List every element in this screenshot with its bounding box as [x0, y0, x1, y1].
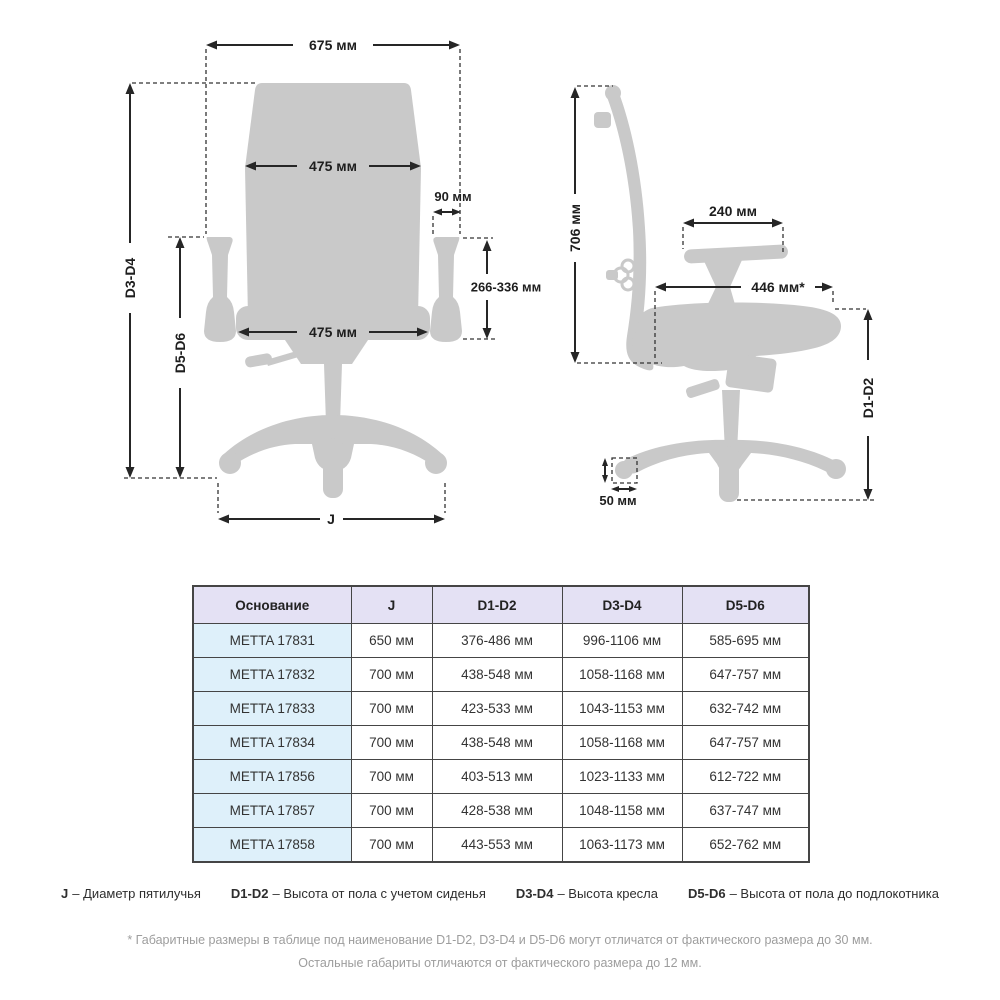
- legend-desc: – Высота от пола с учетом сиденья: [272, 886, 486, 901]
- d1-d2-axis-label: D1-D2: [859, 377, 876, 419]
- cell-d3d4: 1043-1153 мм: [562, 692, 682, 726]
- cell-d1d2: 443-553 мм: [432, 828, 562, 863]
- legend-desc: – Высота кресла: [557, 886, 658, 901]
- legend-item-d5d6: [688, 886, 939, 901]
- caster-right-front: [425, 452, 447, 474]
- backrest-width-label: 475 мм: [309, 157, 357, 174]
- cell-d5d6: 632-742 мм: [682, 692, 809, 726]
- legend-desc: – Высота от пола до подлокотника: [729, 886, 939, 901]
- back-height-label: 706 мм: [566, 204, 583, 252]
- legend-item-d3d4: [516, 886, 658, 901]
- front-view: [122, 37, 541, 527]
- cell-d3d4: 1048-1158 мм: [562, 794, 682, 828]
- cell-d5d6: 647-757 мм: [682, 726, 809, 760]
- armrest-width-label: 90 мм: [434, 189, 472, 204]
- lever-handle-front: [244, 353, 272, 369]
- front-leg-stub: [323, 438, 343, 498]
- overall-width-label: 675 мм: [309, 36, 357, 53]
- cell-j: 650 мм: [351, 624, 432, 658]
- tilt-mechanism-side: [725, 353, 777, 393]
- cell-d5d6: 652-762 мм: [682, 828, 809, 863]
- cell-model: METTA 17858: [193, 828, 351, 863]
- cell-d3d4: 1058-1168 мм: [562, 658, 682, 692]
- cell-d5d6: 647-757 мм: [682, 658, 809, 692]
- footnote-line-2: Остальные габариты отличаются от фактического размера до 12 мм.: [298, 956, 702, 970]
- cell-model: METTA 17832: [193, 658, 351, 692]
- cell-d1d2: 438-548 мм: [432, 726, 562, 760]
- footnote-line-1: * Габаритные размеры в таблице под наименование D1-D2, D3-D4 и D5-D6 могут отличатся от фактического размера до 30 мм.: [127, 933, 873, 947]
- cell-d3d4: 996-1106 мм: [562, 624, 682, 658]
- table-row: [193, 692, 809, 726]
- backrest-front: [245, 83, 421, 318]
- chair-front-silhouette: [204, 83, 462, 498]
- cell-d5d6: 585-695 мм: [682, 624, 809, 658]
- table-row: [193, 828, 809, 863]
- cell-d3d4: 1058-1168 мм: [562, 726, 682, 760]
- cell-d1d2: 423-533 мм: [432, 692, 562, 726]
- table-row: [193, 760, 809, 794]
- cell-j: 700 мм: [351, 726, 432, 760]
- dimensions-table: [192, 585, 810, 863]
- table-row: [193, 794, 809, 828]
- cell-model: METTA 17834: [193, 726, 351, 760]
- footnote: [0, 929, 1000, 975]
- d5-d6-axis-label: D5-D6: [171, 332, 188, 374]
- cell-d1d2: 438-548 мм: [432, 658, 562, 692]
- cell-d5d6: 612-722 мм: [682, 760, 809, 794]
- header-d3d4: D3-D4: [562, 586, 682, 624]
- headrest-bracket: [594, 112, 611, 128]
- header-j: J: [351, 586, 432, 624]
- caster-left-side: [615, 461, 633, 479]
- legend-item-j: [61, 886, 201, 901]
- side-view: [567, 85, 876, 508]
- armrest-left-front: [204, 237, 236, 342]
- cell-j: 700 мм: [351, 692, 432, 726]
- cell-d3d4: 1023-1133 мм: [562, 760, 682, 794]
- caster-right-side: [826, 459, 846, 479]
- seat-depth-label: 446 мм*: [751, 278, 805, 295]
- d3-d4-axis-label: D3-D4: [121, 257, 138, 299]
- legend-key: J: [61, 886, 69, 901]
- cell-j: 700 мм: [351, 658, 432, 692]
- cell-j: 700 мм: [351, 794, 432, 828]
- table-header-row: [193, 586, 809, 624]
- chair-side-silhouette: [594, 85, 846, 502]
- lever-side: [685, 378, 721, 399]
- base-diameter-label: J: [327, 510, 335, 527]
- table-row: [193, 658, 809, 692]
- cell-d5d6: 637-747 мм: [682, 794, 809, 828]
- legend-key: D1-D2: [230, 886, 269, 901]
- caster-size-label: 50 мм: [599, 493, 637, 508]
- cell-d1d2: 403-513 мм: [432, 760, 562, 794]
- cell-j: 700 мм: [351, 828, 432, 863]
- cell-j: 700 мм: [351, 760, 432, 794]
- cell-d1d2: 428-538 мм: [432, 794, 562, 828]
- table-row: [193, 624, 809, 658]
- cell-d1d2: 376-486 мм: [432, 624, 562, 658]
- cell-model: METTA 17831: [193, 624, 351, 658]
- armrest-stem-side: [704, 260, 742, 308]
- front-leg-stub-side: [719, 446, 739, 502]
- cell-model: METTA 17857: [193, 794, 351, 828]
- header-d5d6: D5-D6: [682, 586, 809, 624]
- cell-model: METTA 17833: [193, 692, 351, 726]
- armrest-height-label: 266-336 мм: [470, 279, 542, 295]
- legend-key: D5-D6: [688, 886, 726, 901]
- armrest-length-label: 240 мм: [709, 203, 757, 219]
- legend-item-d1d2: [231, 886, 486, 901]
- cell-model: METTA 17856: [193, 760, 351, 794]
- cell-d3d4: 1063-1173 мм: [562, 828, 682, 863]
- lumbar-knob-stem: [606, 270, 618, 280]
- header-base: Основание: [193, 586, 351, 624]
- legend-key: D3-D4: [515, 886, 554, 901]
- armrest-right-front: [430, 237, 462, 342]
- dimension-legend: [0, 886, 1000, 901]
- header-d1d2: D1-D2: [432, 586, 562, 624]
- legend-desc: – Диаметр пятилучья: [72, 886, 201, 901]
- table-row: [193, 726, 809, 760]
- seat-width-label: 475 мм: [309, 323, 357, 340]
- caster-left-front: [219, 452, 241, 474]
